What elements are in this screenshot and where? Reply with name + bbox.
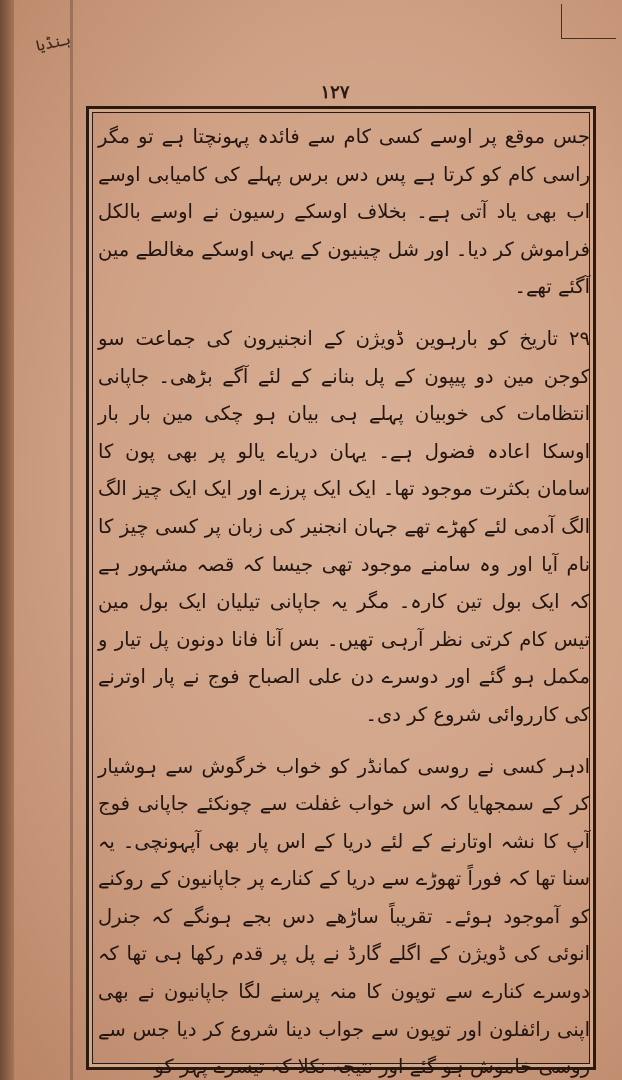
paragraph-3: ادہر کسی نے روسی کمانڈر کو خواب خرگوش سے ہوشیار کر کے سمجھایا کہ اس خواب غفلت سے چونکئے جاپانی فوج آپ کا نشہ اوتارنے کے لئے دریا کے اس پار بھی آپہونچی۔ یہ سنا تھا کہ فوراً تھوڑے سے دریا کے کنارے پر جاپانیون کے روکنے کو آموجود ہوئے۔ تقریباً ساڑھے دس بجے ہونگے کہ جنرل انوئی کی ڈویژن کے اگلے گارڈ نے پل پر قدم رکھا ہی تھا کہ دوسرے کنارے سے توپون کا منہ پرسنے لگا جاپانیون نے بھی اپنی رائفلون اور توپون سے جواب دینا شروع کر دیا جس سے روسی خاموش ہو گئے اور نتیجہ نکلا کہ تیسرے پہر کو xyxy=(98,754,590,1079)
body-text xyxy=(98,118,590,1079)
corner-stamp-mark xyxy=(561,4,616,39)
page-number: ۱۲۷ xyxy=(320,82,350,103)
book-binding-edge xyxy=(0,0,14,1080)
paragraph-2: ۲۹ تاریخ کو بارہوین ڈویژن کے انجنیرون کی جماعت سو کوجن مین دو پیپون کے پل بنانے کے لئے آگے بڑھی۔ جاپانی انتظامات کی خوبیان پہلے ہی بیان ہو چکی مین بار بار اوسکا اعادہ فضول ہے۔ یہان دریاے یالو پر بھی پون کا سامان بکثرت موجود تھا۔ ایک ایک پرزے اور ایک ایک چیز الگ الگ آدمی لئے کھڑے تھے جہان انجنیر کی زبان پر کسی چیز کا نام آیا اور وہ سامنے موجود تھی جیسا کہ قصہ مشہور ہے کہ ایک بول تین کارہ۔ مگر یہ جاپانی تیلیان ایک بول مین تیس کام کرتی نظر آرہی تھیں۔ بس آنا فانا دونون پل تیار و مکمل ہو گئے اور دوسرے دن علی الصباح فوج نے پار اوترنے کی کارروائی شروع کر دی۔ xyxy=(98,326,590,726)
paragraph-1: جس موقع پر اوسے کسی کام سے فائدہ پہونچتا ہے تو مگر راسی کام کو کرتا ہے پس دس برس پہلے کی کامیابی اوسے اب بھی یاد آتی ہے۔ بخلاف اوسکے رسیون نے اوسے بالکل فراموش کر دیا۔ اور شل چینیون کے یہی اوسکے مغالطے مین آگئے تھے۔ xyxy=(98,125,590,299)
page-fold-shadow xyxy=(70,0,73,1080)
handwritten-corner-note: ہنڈیا xyxy=(34,30,73,56)
